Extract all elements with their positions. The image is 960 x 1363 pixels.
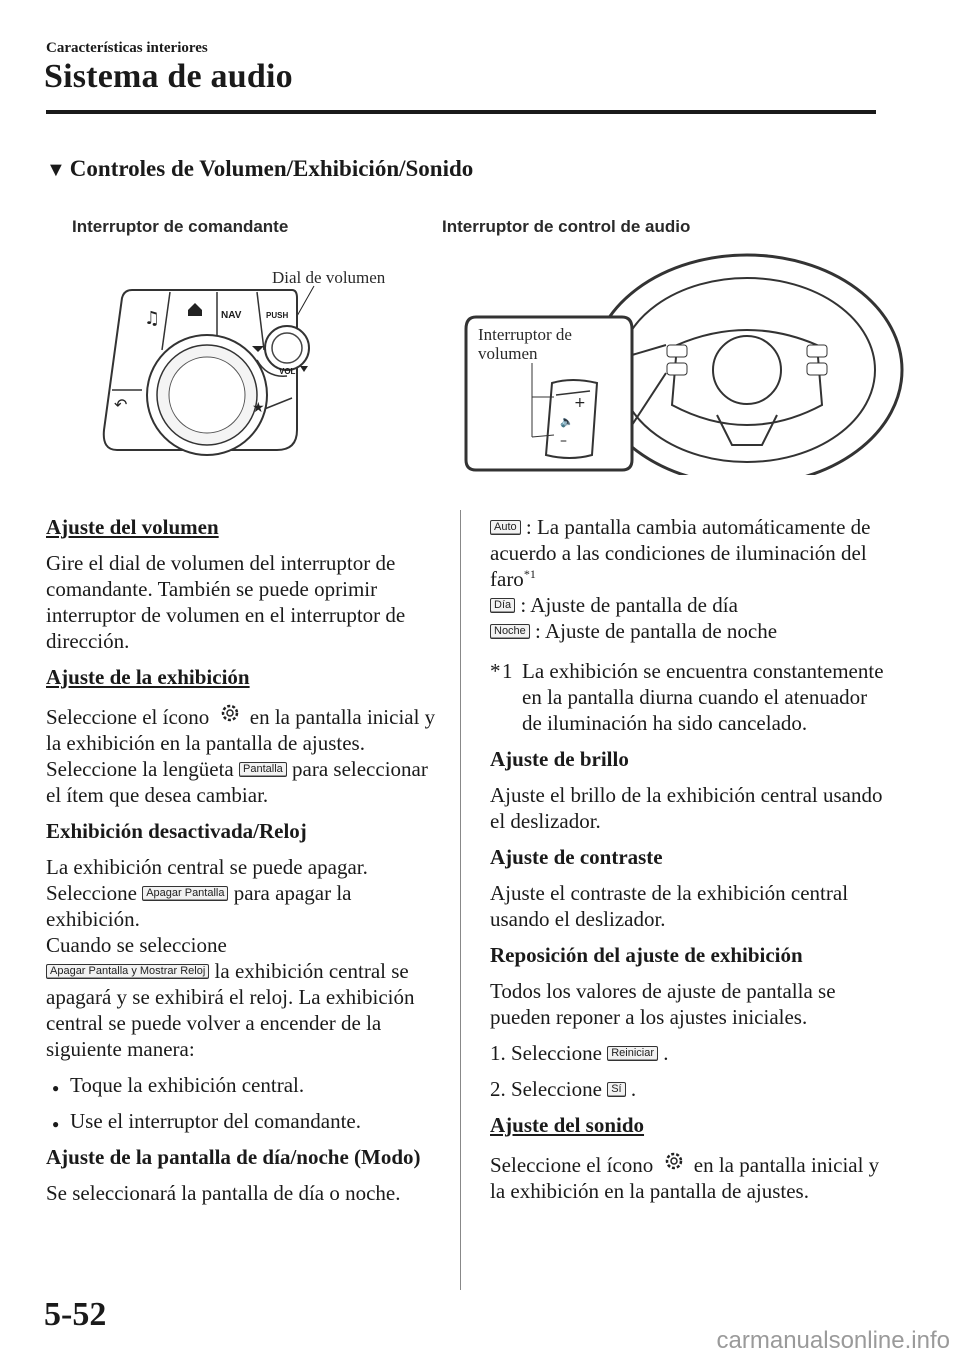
svg-text:🔈: 🔈 [560,415,574,428]
sound-text-a: Seleccione el ícono [490,1153,654,1177]
brightness-heading: Ajuste de brillo [490,747,629,771]
sound-adjust-heading: Ajuste del sonido [490,1113,645,1137]
commander-switch-label: Interruptor de comandante [72,217,289,236]
footnote-mark: * [490,659,501,683]
display-adjust-paragraph [46,700,444,808]
turn-on-methods-list [46,1072,444,1134]
brightness-text: Ajuste el brillo de la exhibición central usando el deslizador. [490,783,883,833]
day-night-text: Se seleccionará la pantalla de día o noche. [46,1181,401,1205]
watermark: carmanualsonline.info [716,1327,950,1354]
svg-text:–: – [560,433,567,449]
apagar-pantalla-reloj-button[interactable]: Apagar Pantalla y Mostrar Reloj [46,964,209,979]
display-text-b: en la pantalla inicial y la exhibición en la pantalla de ajustes. [46,705,436,755]
push-label: PUSH [266,311,289,320]
pantalla-tab-button[interactable]: Pantalla [239,762,287,777]
right-column [490,514,890,1214]
breadcrumb: Características interiores [46,40,208,56]
footnote-number: 1 [502,659,513,683]
auto-mode-button[interactable]: Auto [490,520,521,535]
nav-button-label: NAV [221,310,242,321]
display-off-text-2a: Seleccione [46,881,137,905]
day-night-heading: Ajuste de la pantalla de día/noche (Modo) [46,1145,421,1169]
column-divider [460,510,461,1290]
step-text: Seleccione [511,1077,602,1101]
reset-heading: Reposición del ajuste de exhibición [490,943,803,967]
volume-adjust-text: Gire el dial de volumen del interruptor de comandante. También se puede oprimir interruptor de volumen en el interruptor de dirección. [46,551,406,653]
list-item: ● Use el interruptor del comandante. [46,1108,444,1134]
volume-switch-callout [478,325,572,363]
reiniciar-button[interactable]: Reiniciar [607,1046,658,1061]
section-heading-text: Controles de Volumen/Exhibición/Sonido [69,156,474,181]
volume-switch-callout-line1: Interruptor de [478,325,572,344]
volume-adjust-heading: Ajuste del volumen [46,515,219,539]
page-number: 5-52 [44,1296,107,1333]
contrast-heading: Ajuste de contraste [490,845,663,869]
step-period: . [663,1041,669,1065]
vol-label: VOL [279,367,296,376]
title-divider [46,110,876,114]
display-text-c: Seleccione la lengüeta [46,757,234,781]
display-off-text-1: La exhibición central se puede apagar. [46,855,368,879]
commander-switch-illustration [92,280,422,460]
settings-gear-icon [215,700,245,726]
day-mode-text: : Ajuste de pantalla de día [520,593,738,617]
reset-steps [490,1040,890,1102]
mode-options [490,514,890,644]
step-text: Seleccione [511,1041,602,1065]
triangle-marker-icon: ▼ [46,159,66,181]
display-text-d: para seleccionar el ítem que desea cambiar. [46,757,428,807]
display-off-heading: Exhibición desactivada/Reloj [46,819,307,843]
reset-text: Todos los valores de ajuste de pantalla se pueden reponer a los ajustes iniciales. [490,979,836,1029]
volume-switch-callout-line2: volumen [478,344,538,363]
display-text-a: Seleccione el ícono [46,705,210,729]
apagar-pantalla-button[interactable]: Apagar Pantalla [142,886,228,901]
favorites-star-icon: ★ [252,400,265,416]
audio-control-label: Interruptor de control de audio [442,217,691,236]
svg-text:+: + [574,395,586,411]
display-off-paragraph [46,854,444,1062]
step-period: . [630,1077,637,1101]
volume-dial-callout: Dial de volumen [272,268,386,287]
footnote-ref: *1 [523,567,536,581]
section-heading [46,156,473,182]
step-number: 1. [490,1041,506,1065]
footnote [490,658,890,736]
list-item [490,1040,890,1066]
display-off-text-4: la exhibición central se apagará y se exhibirá el reloj. La exhibición central se puede volver a encender de la siguiente manera: [46,959,415,1061]
sound-adjust-paragraph [490,1148,890,1204]
list-item: ● Toque la exhibición central. [46,1072,444,1098]
night-mode-text: : Ajuste de pantalla de noche [535,619,778,643]
music-icon: ♫ [144,308,161,329]
left-column [46,514,444,1216]
day-mode-button[interactable]: Día [490,598,515,613]
auto-mode-text: : La pantalla cambia automáticamente de acuerdo a las condiciones de iluminación del faro [490,515,871,591]
step-number: 2. [490,1077,506,1101]
display-off-text-3: Cuando se seleccione [46,933,227,957]
page-title: Sistema de audio [44,58,293,95]
display-adjust-heading: Ajuste de la exhibición [46,665,250,689]
display-off-text-2b: para apagar la exhibición. [46,881,352,931]
settings-gear-icon [659,1148,689,1174]
back-icon: ↶ [114,395,128,414]
si-button[interactable]: Sí [607,1082,625,1097]
contrast-text: Ajuste el contraste de la exhibición central usando el deslizador. [490,881,849,931]
night-mode-button[interactable]: Noche [490,624,530,639]
list-item [490,1076,890,1102]
sound-text-b: en la pantalla inicial y la exhibición en la pantalla de ajustes. [490,1153,880,1203]
footnote-text: La exhibición se encuentra constantemente en la pantalla diurna cuando el atenuador de iluminación ha sido cancelado. [522,659,884,735]
